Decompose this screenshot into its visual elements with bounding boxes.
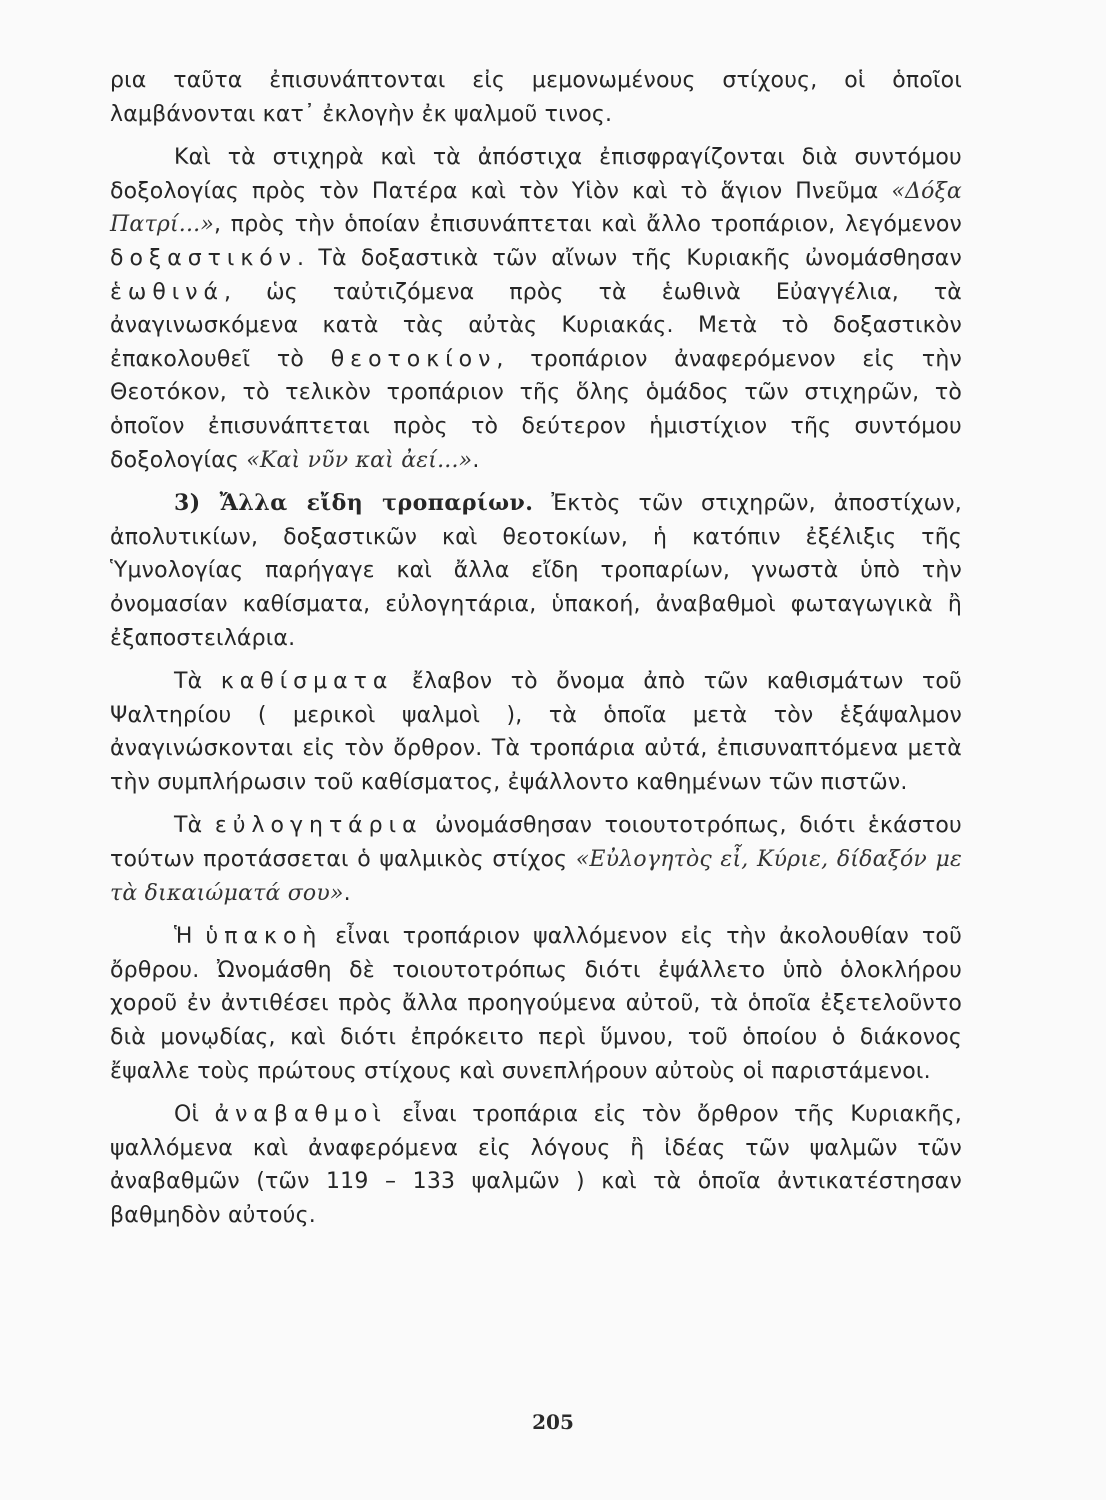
spaced-term: καθίσματα	[220, 669, 394, 695]
spaced-term: δοξαστικόν	[110, 245, 298, 271]
quote-italic: «Δόξα Πατρί...»	[110, 178, 962, 238]
text-run: , ὡς ταὐτιζόμενα πρὸς τὰ ἑωθινὰ Εὐαγγέλια, τὰ ἀναγινωσκόμενα κατὰ τὰς αὐτὰς Κυριακάς. Μετὰ τὸ δοξαστικὸν ἐπακολουθεῖ τὸ	[110, 279, 962, 372]
text-run: Οἱ	[174, 1102, 215, 1128]
spaced-term: ὑπακοὴ	[205, 924, 323, 950]
text-run: . Τὰ δοξαστικὰ τῶν αἴνων τῆς Κυριακῆς ὠνομάσθησαν	[297, 245, 962, 271]
paragraph-doxology	[110, 141, 962, 477]
paragraph-evlogitaria	[110, 809, 962, 910]
paragraph-ypakoi	[110, 920, 962, 1088]
paragraph-section-3	[110, 487, 962, 655]
quote-italic: «Εὐλογητὸς εἶ, Κύριε, δίδαξόν με τὰ δικαιώματά σου»	[110, 847, 962, 906]
text-run: .	[343, 880, 351, 906]
text-run: εἶναι τροπάρια εἰς τὸν ὄρθρον τῆς Κυριακῆς, ψαλλόμενα καὶ ἀναφερόμενα εἰς λόγους ἢ ἰδέας τῶν ψαλμῶν τῶν ἀναβαθμῶν (τῶν 119 – 133 ψαλμῶν ) καὶ τὰ ὁποῖα ἀντικατέστησαν βαθμηδὸν αὐτούς.	[110, 1102, 962, 1228]
text-run: Ἐκτὸς τῶν στιχηρῶν, ἀποστίχων, ἀπολυτικίων, δοξαστικῶν καὶ θεοτοκίων, ἡ κατόπιν ἐξέλιξις τῆς Ὑμνολογίας παρήγαγε καὶ ἄλλα εἴδη τροπαρίων, γνωστὰ ὑπὸ τὴν ὀνομασίαν καθίσματα, εὐλογητάρια, ὑπακοή, ἀναβαθμοὶ φωταγωγικὰ ἢ ἐξαποστειλάρια.	[110, 491, 962, 651]
text-run: Ἡ	[174, 924, 206, 950]
text-run: ρια ταῦτα ἐπισυνάπτονται εἰς μεμονωμένους στίχους, οἱ ὁποῖοι λαμβάνονται κατ᾽ ἐκλογὴν ἐκ ψαλμοῦ τινος.	[110, 68, 962, 127]
text-run: Καὶ τὰ στιχηρὰ καὶ τὰ ἀπόστιχα ἐπισφραγίζονται διὰ συντόμου δοξολογίας πρὸς τὸν Πατέρα καὶ τὸν Υἱὸν καὶ τὸ ἅγιον Πνεῦμα	[110, 145, 962, 204]
section-heading: 3) Ἄλλα εἴδη τροπαρίων.	[174, 490, 534, 517]
spaced-term: εὐλογητάρια	[214, 813, 423, 839]
text-run: .	[472, 447, 480, 473]
text-run: Τὰ	[174, 669, 221, 695]
spaced-term: ἑωθινά	[110, 279, 225, 305]
paragraph-continuation	[110, 64, 962, 131]
paragraph-anavathmoi	[110, 1098, 962, 1232]
page-number: 205	[532, 1410, 574, 1434]
text-run: ἔλαβον τὸ ὄνομα ἀπὸ τῶν καθισμάτων τοῦ Ψαλτηρίου ( μερικοὶ ψαλμοὶ ), τὰ ὁποῖα μετὰ τὸν ἑξάψαλμον ἀναγινώσκονται εἰς τὸν ὄρθρον. Τὰ τροπάρια αὐτά, ἐπισυναπτόμενα μετὰ τὴν συμπλήρωσιν τοῦ καθίσματος, ἐψάλλοντο καθημένων τῶν πιστῶν.	[110, 669, 962, 795]
text-run: , πρὸς τὴν ὁποίαν ἐπισυνάπτεται καὶ ἄλλο τροπάριον, λεγόμενον	[214, 212, 962, 238]
text-run: Τὰ	[174, 813, 215, 839]
paragraph-kathismata	[110, 665, 962, 799]
page-body	[110, 64, 962, 1243]
spaced-term: ἀναβαθμοὶ	[214, 1102, 387, 1128]
spaced-term: θεοτοκίον	[330, 346, 497, 372]
text-run: , τροπάριον ἀναφερόμενον εἰς τὴν Θεοτόκον, τὸ τελικὸν τροπάριον τῆς ὅλης ὁμάδος τῶν στιχηρῶν, τὸ ὁποῖον ἐπισυνάπτεται πρὸς τὸ δεύτερον ἡμιστίχιον τῆς συντόμου δοξολογίας	[110, 346, 963, 473]
text-run: ὠνομάσθησαν τοιουτοτρόπως, διότι ἑκάστου τούτων προτάσσεται ὁ ψαλμικὸς στίχος	[110, 813, 962, 873]
text-run: εἶναι τροπάριον ψαλλόμενον εἰς τὴν ἀκολουθίαν τοῦ ὄρθρου. Ὠνομάσθη δὲ τοιουτοτρόπως διότι ἐψάλλετο ὑπὸ ὁλοκλήρου χοροῦ ἐν ἀντιθέσει πρὸς ἄλλα προηγούμενα αὐτοῦ, τὰ ὁποῖα ἐξετελοῦντο διὰ μονῳδίας, καὶ διότι ἐπρόκειτο περὶ ὕμνου, τοῦ ὁποίου ὁ διάκονος ἔψαλλε τοὺς πρώτους στίχους καὶ συνεπλήρουν αὐτοὺς οἱ παριστάμενοι.	[110, 924, 963, 1084]
quote-italic: «Καὶ νῦν καὶ ἀεί...»	[246, 447, 473, 473]
